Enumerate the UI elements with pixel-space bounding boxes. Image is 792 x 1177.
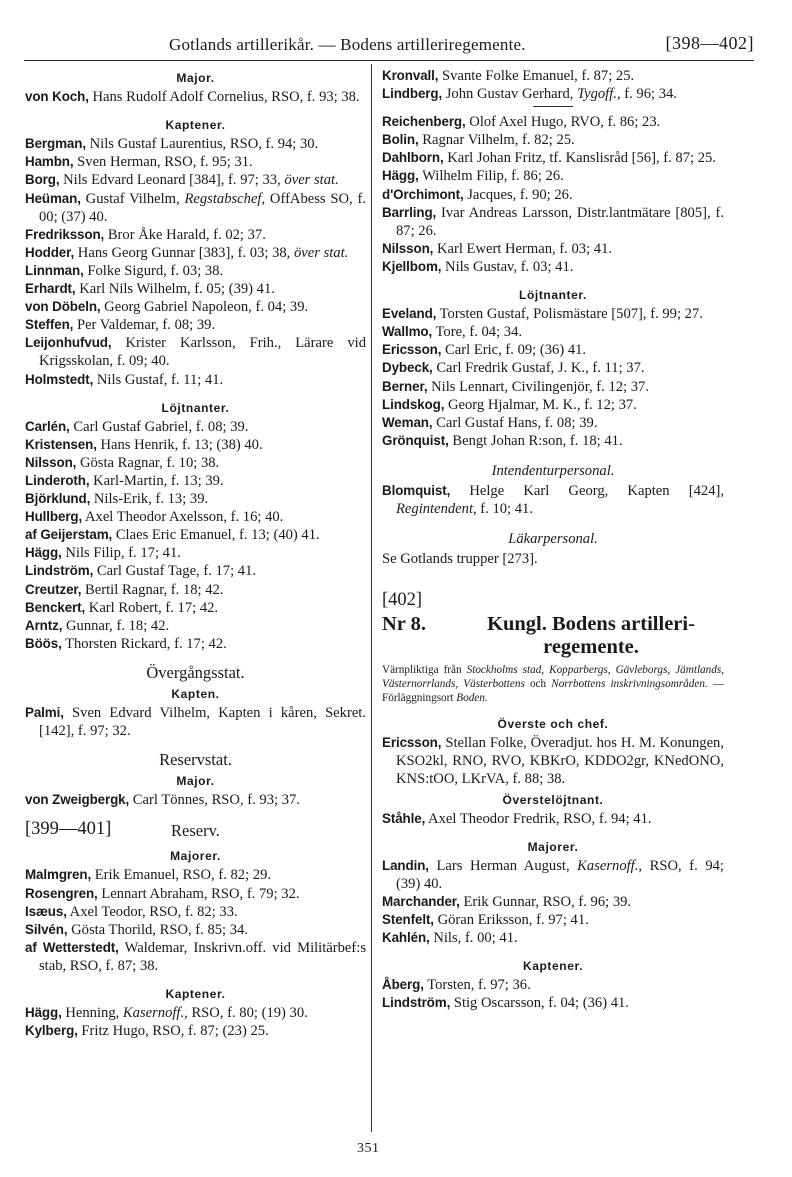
page-header bbox=[24, 32, 754, 58]
list-item bbox=[25, 298, 366, 316]
person-details: Sven Herman, RSO, f. 95; 31. bbox=[73, 154, 253, 171]
person-details: Karl-Martin, f. 13; 39. bbox=[89, 472, 224, 489]
list-item bbox=[25, 635, 366, 653]
person-details: Gösta Thorild, RSO, f. 85; 34. bbox=[67, 921, 249, 938]
person-surname: Dybeck, bbox=[382, 360, 433, 376]
person-surname: Marchander, bbox=[382, 893, 460, 909]
list-item bbox=[382, 929, 724, 947]
list-item bbox=[25, 599, 366, 617]
person-details: Carl Eric, f. 09; (36) 41. bbox=[441, 342, 587, 359]
person-details: Hans Henrik, f. 13; (38) 40. bbox=[96, 436, 263, 453]
list-item bbox=[382, 994, 724, 1012]
person-surname: Palmi, bbox=[25, 705, 64, 720]
lakare-text: Se Gotlands trupper [273]. bbox=[382, 551, 538, 568]
list-item bbox=[382, 113, 724, 131]
person-surname: Hullberg, bbox=[25, 509, 83, 525]
person-surname: af Geijerstam, bbox=[25, 527, 113, 543]
person-surname: Arntz, bbox=[25, 617, 63, 633]
list-item bbox=[25, 316, 366, 334]
person-details: Nils Filip, f. 17; 41. bbox=[61, 545, 181, 562]
heading-right-lojtnanter: Löjtnanter. bbox=[519, 288, 587, 303]
person-surname: Linnman, bbox=[25, 262, 84, 278]
list-item bbox=[382, 414, 724, 432]
person-details-cont: OffAbess SO, f. 00; (37) 40. bbox=[39, 190, 366, 225]
regiment-number: Nr 8. bbox=[382, 613, 427, 636]
person-details: Gösta Ragnar, f. 10; 38. bbox=[76, 454, 220, 471]
person-details: Ivar Andreas Larsson, Distr.lantmätare [805], f. 87; 26. bbox=[396, 204, 724, 239]
separator-dash bbox=[533, 106, 573, 107]
regiment-title bbox=[382, 613, 724, 636]
person-surname: Blomquist, bbox=[382, 482, 451, 498]
person-surname: Lindberg, bbox=[382, 86, 443, 102]
person-surname: Landin, bbox=[382, 857, 429, 873]
heading-right-kaptener: Kaptener. bbox=[522, 959, 584, 974]
person-surname: Stenfelt, bbox=[382, 912, 434, 928]
person-details: Erik Emanuel, RSO, f. 82; 29. bbox=[91, 867, 272, 884]
person-surname: Leijonhufvud, bbox=[25, 335, 112, 351]
person-surname: Silvén, bbox=[25, 921, 68, 937]
person-details: Olof Axel Hugo, RVO, f. 86; 23. bbox=[465, 114, 661, 131]
list-item bbox=[25, 617, 366, 635]
list-right-lojtnanter bbox=[382, 305, 724, 450]
person-details: Ragnar Vilhelm, f. 82; 25. bbox=[418, 132, 575, 149]
person-details: Axel Theodor Fredrik, RSO, f. 94; 41. bbox=[425, 810, 652, 827]
person-surname: Kjellbom, bbox=[382, 258, 442, 274]
person-title: Regintendent, bbox=[396, 501, 477, 518]
column-divider bbox=[371, 64, 372, 1132]
person-details: Hans Georg Gunnar [383], f. 03; 38, bbox=[74, 244, 291, 261]
list-item bbox=[25, 190, 366, 226]
person-details: Tore, f. 04; 34. bbox=[432, 324, 523, 341]
list-item bbox=[382, 396, 724, 414]
person-surname: af Wetterstedt, bbox=[25, 939, 119, 955]
person-surname: Kristensen, bbox=[25, 436, 97, 452]
list-item bbox=[25, 280, 366, 298]
person-details: Georg Hjalmar, M. K., f. 12; 37. bbox=[444, 396, 637, 413]
person-details: Carl Tönnes, RSO, f. 93; 37. bbox=[129, 792, 300, 809]
person-title: Regstabschef, bbox=[184, 190, 266, 207]
list-item bbox=[382, 131, 724, 149]
list-item bbox=[25, 866, 366, 884]
list-item bbox=[382, 240, 724, 258]
list-overste bbox=[382, 734, 724, 788]
person-surname: Benckert, bbox=[25, 599, 86, 615]
person-surname: Steffen, bbox=[25, 317, 74, 333]
list-overgang bbox=[25, 704, 366, 740]
list-item bbox=[25, 1004, 366, 1022]
list-item bbox=[25, 490, 366, 508]
list-reserv-majorer bbox=[25, 866, 366, 975]
person-title: Kasernoff., bbox=[577, 857, 643, 874]
person-details: Nils Gustaf Laurentius, RSO, f. 94; 30. bbox=[85, 136, 319, 153]
person-details: Krister Karlsson, Frih., Lärare vid Krigsskolan, f. 09; 40. bbox=[39, 335, 366, 370]
heading-intendentur: Intendenturpersonal. bbox=[491, 462, 615, 479]
list-item bbox=[382, 323, 724, 341]
list-item bbox=[25, 544, 366, 562]
person-details: Nils, f. 00; 41. bbox=[429, 930, 518, 947]
list-item bbox=[25, 171, 366, 189]
person-details: Stig Oscarsson, f. 04; (36) 41. bbox=[450, 995, 629, 1012]
person-surname: Malmgren, bbox=[25, 867, 92, 883]
heading-reservstat: Reservstat. bbox=[159, 750, 232, 770]
list-reservstat bbox=[25, 791, 366, 809]
person-surname: Kylberg, bbox=[25, 1023, 78, 1039]
regiment-intro bbox=[382, 664, 724, 705]
person-details: Bror Åke Harald, f. 02; 37. bbox=[104, 226, 266, 243]
heading-lojtnanter: Löjtnanter. bbox=[161, 400, 230, 415]
list-item bbox=[382, 976, 724, 994]
status-note: över stat. bbox=[284, 172, 339, 189]
person-details: Lennart Abraham, RSO, f. 79; 32. bbox=[97, 885, 300, 902]
person-surname: Nilsson, bbox=[25, 454, 77, 470]
person-details: Karl Robert, f. 17; 42. bbox=[85, 599, 219, 616]
person-details: Helge Karl Georg, Kapten [424], bbox=[450, 482, 724, 499]
section-range: [398—402] bbox=[665, 33, 754, 53]
list-item bbox=[25, 454, 366, 472]
person-surname: Bergman, bbox=[25, 136, 86, 152]
person-details-cont: f. 96; 34. bbox=[620, 86, 677, 103]
person-details: Wilhelm Filip, f. 86; 26. bbox=[418, 168, 564, 185]
person-surname: Hodder, bbox=[25, 244, 75, 260]
page-number: 351 bbox=[357, 1141, 380, 1156]
list-reserv-kaptener bbox=[25, 1004, 366, 1040]
list-item bbox=[25, 436, 366, 454]
person-details: Henning, bbox=[61, 1005, 123, 1022]
person-surname: Erhardt, bbox=[25, 281, 76, 297]
person-surname: Hägg, bbox=[25, 545, 62, 561]
person-surname: Böös, bbox=[25, 635, 62, 651]
person-surname: Lindskog, bbox=[382, 396, 445, 412]
list-item bbox=[382, 734, 724, 788]
person-details: Lars Herman August, bbox=[428, 857, 578, 874]
person-details: Torsten Gustaf, Polismästare [507], f. 99; 27. bbox=[436, 306, 703, 323]
person-surname: Lindström, bbox=[25, 563, 94, 579]
person-details-cont: RSO, f. 80; (19) 30. bbox=[187, 1005, 308, 1022]
person-details: Gunnar, f. 18; 42. bbox=[62, 617, 170, 634]
running-title: Gotlands artillerikår. — Bodens artilleriregemente. bbox=[169, 35, 526, 54]
list-item bbox=[25, 334, 366, 370]
heading-major: Major. bbox=[176, 71, 215, 85]
person-surname: Hägg, bbox=[382, 168, 419, 184]
person-surname: Fredriksson, bbox=[25, 226, 105, 242]
list-item bbox=[382, 204, 724, 240]
reserv-heading-row bbox=[25, 819, 366, 845]
person-details: Nils Gustaf, f. 11; 41. bbox=[93, 371, 224, 388]
person-surname: Borg, bbox=[25, 172, 60, 188]
person-surname: Berner, bbox=[382, 378, 428, 394]
list-item bbox=[25, 88, 366, 106]
list-item bbox=[382, 359, 724, 377]
person-details: Folke Sigurd, f. 03; 38. bbox=[83, 262, 224, 279]
list-item bbox=[382, 305, 724, 323]
list-item bbox=[25, 244, 366, 262]
list-item bbox=[382, 186, 724, 204]
heading-lakarpersonal: Läkarpersonal. bbox=[508, 531, 598, 548]
person-surname: Bolin, bbox=[382, 132, 419, 148]
list-item bbox=[25, 135, 366, 153]
list-right-kaptener bbox=[382, 976, 724, 1012]
person-surname: Hägg, bbox=[25, 1005, 62, 1021]
person-surname: von Koch, bbox=[25, 89, 89, 105]
person-surname: d'Orchimont, bbox=[382, 186, 464, 202]
list-item bbox=[382, 149, 724, 167]
list-item bbox=[25, 939, 366, 975]
person-details: Claes Eric Emanuel, f. 13; (40) 41. bbox=[112, 527, 320, 544]
list-item bbox=[25, 885, 366, 903]
heading-kaptener: Kaptener. bbox=[165, 118, 226, 133]
person-details: Gustaf Vilhelm, bbox=[80, 190, 185, 207]
person-details: Nils Gustav, f. 03; 41. bbox=[441, 258, 574, 275]
heading-overgangsstat: Övergångsstat. bbox=[146, 662, 245, 682]
person-surname: von Zweigbergk, bbox=[25, 792, 130, 808]
list-continued-2 bbox=[382, 113, 724, 276]
person-details: Svante Folke Emanuel, f. 87; 25. bbox=[438, 68, 635, 84]
heading-overgang-kapten: Kapten. bbox=[171, 686, 220, 701]
person-title: Kasernoff., bbox=[122, 1005, 188, 1022]
person-details: Carl Gustaf Hans, f. 08; 39. bbox=[432, 414, 598, 431]
list-item bbox=[382, 432, 724, 450]
heading-reservstat-major: Major. bbox=[176, 774, 215, 789]
person-details: Nils Edvard Leonard [384], f. 97; 33, bbox=[59, 172, 281, 189]
intro-and: och bbox=[524, 677, 552, 690]
intro-areas-2: Norrbottens inskrivningsområden. bbox=[551, 677, 708, 690]
list-kaptener bbox=[25, 135, 366, 388]
person-surname: Wallmo, bbox=[382, 324, 433, 340]
person-surname: Linderoth, bbox=[25, 472, 90, 488]
list-item bbox=[25, 418, 366, 436]
person-surname: Dahlborn, bbox=[382, 150, 444, 166]
left-column bbox=[25, 67, 366, 1040]
right-column bbox=[382, 67, 724, 1013]
person-surname: Isæus, bbox=[25, 903, 67, 919]
list-item bbox=[382, 482, 724, 518]
list-item bbox=[382, 167, 724, 185]
person-surname: Barrling, bbox=[382, 204, 437, 220]
person-surname: Heüman, bbox=[25, 190, 81, 206]
person-surname: Ericsson, bbox=[382, 735, 442, 751]
person-details: Axel Theodor Axelsson, f. 16; 40. bbox=[82, 509, 284, 526]
intro-location: Boden. bbox=[456, 691, 488, 704]
person-surname: Creutzer, bbox=[25, 581, 82, 597]
person-surname: Carlén, bbox=[25, 418, 70, 434]
person-details: Stellan Folke, Överadjut. hos H. M. Konungen, KSO2kl, RNO, RVO, KBKrO, KDDO2gr, KNedONO, KNS:tOO, LKrVA, f. 88; 38. bbox=[396, 735, 724, 788]
person-surname: Kronvall, bbox=[382, 68, 439, 83]
list-item bbox=[25, 472, 366, 490]
person-details: Göran Eriksson, f. 97; 41. bbox=[433, 912, 589, 929]
person-details: Per Valdemar, f. 08; 39. bbox=[73, 317, 216, 334]
person-title: Tygoff., bbox=[577, 86, 621, 103]
person-details: Nils-Erik, f. 13; 39. bbox=[90, 491, 209, 508]
person-details: Carl Gustaf Tage, f. 17; 41. bbox=[93, 563, 257, 580]
person-details: Axel Teodor, RSO, f. 82; 33. bbox=[66, 903, 238, 920]
person-surname: Åberg, bbox=[382, 977, 424, 993]
person-surname: Rosengren, bbox=[25, 885, 98, 901]
list-intendentur bbox=[382, 482, 724, 518]
person-surname: Hambn, bbox=[25, 154, 74, 170]
person-details: Carl Fredrik Gustaf, J. K., f. 11; 37. bbox=[432, 360, 645, 377]
regiment-title-line1: Kungl. Bodens artilleri- bbox=[487, 613, 695, 636]
person-details: Bertil Ragnar, f. 18; 42. bbox=[81, 581, 224, 598]
heading-overste: Överste och chef. bbox=[497, 717, 609, 732]
person-details: Waldemar, Inskrivn.off. vid Militärbef:s stab, RSO, f. 87; 38. bbox=[39, 939, 366, 974]
person-details: Karl Nils Wilhelm, f. 05; (39) 41. bbox=[75, 281, 275, 298]
person-details: Carl Gustaf Gabriel, f. 08; 39. bbox=[69, 418, 249, 435]
list-item bbox=[382, 258, 724, 276]
person-surname: Holmstedt, bbox=[25, 371, 94, 387]
list-item bbox=[25, 371, 366, 389]
list-right-majorer bbox=[382, 857, 724, 947]
person-details: Fritz Hugo, RSO, f. 87; (23) 25. bbox=[77, 1023, 269, 1040]
list-item bbox=[25, 562, 366, 580]
reserv-section-range: [399—401] bbox=[25, 819, 112, 840]
list-item bbox=[382, 810, 724, 828]
heading-right-majorer: Majorer. bbox=[527, 839, 579, 854]
person-details: Nils Lennart, Civilingenjör, f. 12; 37. bbox=[427, 378, 649, 395]
person-details: Georg Gabriel Napoleon, f. 04; 39. bbox=[100, 299, 309, 316]
header-rule bbox=[24, 60, 754, 61]
heading-reserv-majorer: Majorer. bbox=[170, 849, 221, 864]
person-details-cont: f. 10; 41. bbox=[476, 501, 534, 518]
intro-text: Värnpliktiga från bbox=[382, 664, 467, 677]
list-overstelojtnant bbox=[382, 810, 724, 828]
list-item bbox=[382, 341, 724, 359]
person-details: Sven Edvard Vilhelm, Kapten i kåren, Sekret. [142], f. 97; 32. bbox=[39, 705, 366, 740]
list-item bbox=[382, 85, 724, 103]
list-item bbox=[25, 921, 366, 939]
status-note: över stat. bbox=[293, 244, 349, 261]
person-surname: Ståhle, bbox=[382, 810, 426, 826]
person-surname: Björklund, bbox=[25, 491, 91, 507]
list-continued bbox=[382, 67, 724, 103]
person-details: Karl Ewert Herman, f. 03; 41. bbox=[433, 240, 613, 257]
list-item bbox=[25, 903, 366, 921]
heading-overstelojtnant: Överstelöjtnant. bbox=[502, 792, 604, 807]
heading-reserv-kaptener: Kaptener. bbox=[165, 987, 226, 1002]
person-surname: Lindström, bbox=[382, 995, 451, 1011]
list-item bbox=[25, 508, 366, 526]
person-details: Torsten, f. 97; 36. bbox=[423, 977, 531, 994]
list-item bbox=[382, 893, 724, 911]
person-details: Karl Johan Fritz, tf. Kanslisråd [56], f. 87; 25. bbox=[443, 150, 716, 167]
list-major bbox=[25, 88, 366, 106]
list-item bbox=[25, 791, 366, 809]
list-item bbox=[382, 67, 724, 85]
list-item bbox=[25, 581, 366, 599]
list-item bbox=[25, 526, 366, 544]
person-details: Hans Rudolf Adolf Cornelius, RSO, f. 93; 38. bbox=[88, 89, 360, 106]
person-surname: Reichenberg, bbox=[382, 114, 466, 130]
list-item bbox=[25, 262, 366, 280]
person-surname: Eveland, bbox=[382, 306, 437, 322]
regiment-title-line2: regemente. bbox=[543, 636, 639, 659]
list-item bbox=[25, 153, 366, 171]
intro-areas: Stockholms stad, Kopparbergs, Gävleborgs, Jämtlands, Västernorrlands, Västerbottens bbox=[382, 664, 724, 690]
person-details: Thorsten Rickard, f. 17; 42. bbox=[61, 635, 227, 652]
person-surname: Weman, bbox=[382, 414, 433, 430]
person-details: Erik Gunnar, RSO, f. 96; 39. bbox=[459, 893, 632, 910]
person-details: Jacques, f. 90; 26. bbox=[463, 186, 573, 203]
person-surname: Nilsson, bbox=[382, 240, 434, 256]
list-item bbox=[382, 911, 724, 929]
person-surname: Kahlén, bbox=[382, 930, 430, 946]
list-lojtnanter bbox=[25, 418, 366, 653]
heading-reserv: Reserv. bbox=[171, 821, 220, 841]
list-item bbox=[382, 378, 724, 396]
regiment-section-range: [402] bbox=[382, 590, 423, 611]
list-item bbox=[25, 1022, 366, 1040]
person-surname: Grönquist, bbox=[382, 432, 449, 448]
list-item bbox=[25, 226, 366, 244]
list-item bbox=[25, 704, 366, 740]
person-details: John Gustav Gerhard, bbox=[442, 86, 578, 103]
person-surname: von Döbeln, bbox=[25, 299, 101, 315]
list-item bbox=[382, 857, 724, 893]
person-details-cont: RSO, f. 94; (39) 40. bbox=[396, 857, 724, 892]
person-details: Bengt Johan R:son, f. 18; 41. bbox=[448, 432, 623, 449]
person-surname: Ericsson, bbox=[382, 342, 442, 358]
intro-location-label: — Förläggningsort bbox=[382, 677, 725, 704]
